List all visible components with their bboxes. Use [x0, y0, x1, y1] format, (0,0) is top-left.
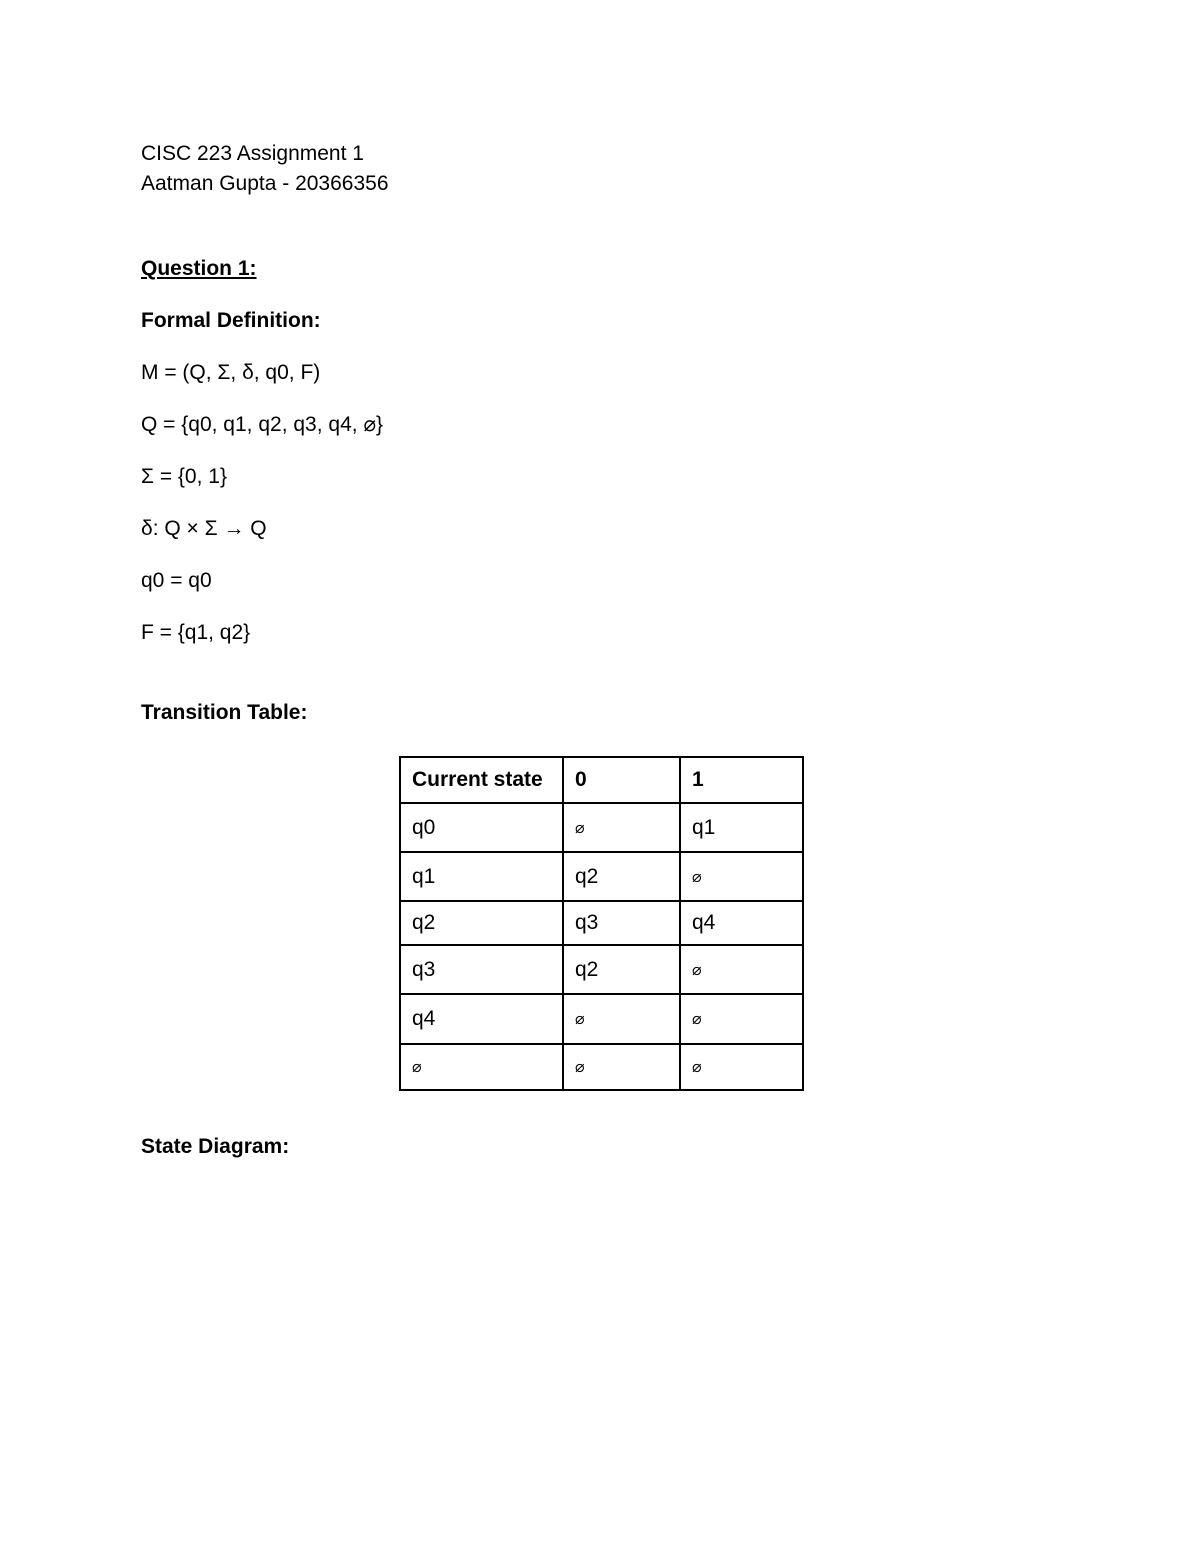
- course-title: CISC 223 Assignment 1: [141, 142, 364, 165]
- table-row: [400, 901, 803, 945]
- cell-on-1: ⌀: [680, 1044, 803, 1090]
- header-input-0: 0: [563, 757, 680, 803]
- accept-states-definition: F = {q1, q2}: [141, 621, 251, 644]
- transition-table: [399, 756, 804, 1091]
- cell-state: q3: [400, 945, 563, 994]
- cell-on-0: ⌀: [563, 803, 680, 852]
- table-header-row: [400, 757, 803, 803]
- transition-table-label: Transition Table:: [141, 701, 308, 724]
- state-diagram-label: State Diagram:: [141, 1135, 290, 1158]
- alphabet-definition: Σ = {0, 1}: [141, 465, 227, 488]
- cell-state: q0: [400, 803, 563, 852]
- author-line: Aatman Gupta - 20366356: [141, 172, 389, 195]
- question-heading: Question 1:: [141, 257, 257, 280]
- cell-on-0: q3: [563, 901, 680, 945]
- cell-on-0: ⌀: [563, 1044, 680, 1090]
- cell-state: q4: [400, 994, 563, 1044]
- header-input-1: 1: [680, 757, 803, 803]
- header-current-state: Current state: [400, 757, 563, 803]
- cell-on-0: q2: [563, 945, 680, 994]
- cell-state: ⌀: [400, 1044, 563, 1090]
- formal-definition-label: Formal Definition:: [141, 309, 321, 332]
- table-row: [400, 852, 803, 901]
- states-definition: Q = {q0, q1, q2, q3, q4, ⌀}: [141, 413, 384, 436]
- cell-state: q2: [400, 901, 563, 945]
- cell-on-0: q2: [563, 852, 680, 901]
- tuple-definition: M = (Q, Σ, δ, q0, F): [141, 361, 321, 384]
- cell-on-0: ⌀: [563, 994, 680, 1044]
- cell-on-1: ⌀: [680, 945, 803, 994]
- table-row: [400, 803, 803, 852]
- cell-on-1: ⌀: [680, 852, 803, 901]
- transition-function-definition: δ: Q × Σ → Q: [141, 517, 267, 540]
- start-state-definition: q0 = q0: [141, 569, 212, 592]
- cell-on-1: ⌀: [680, 994, 803, 1044]
- cell-state: q1: [400, 852, 563, 901]
- table-row: [400, 1044, 803, 1090]
- cell-on-1: q1: [680, 803, 803, 852]
- table-row: [400, 994, 803, 1044]
- table-row: [400, 945, 803, 994]
- cell-on-1: q4: [680, 901, 803, 945]
